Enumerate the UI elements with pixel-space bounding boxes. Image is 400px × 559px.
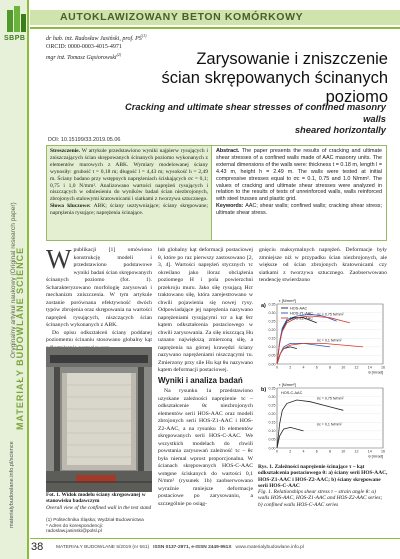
y-tick-label: 0.00: [268, 362, 276, 367]
y-tick-label: 0.30: [268, 310, 276, 315]
header-line: [30, 27, 400, 29]
orcid: ORCID: 0000-0003-4015-4971: [46, 43, 122, 50]
side-label-orig: Oryginalny artykuł naukowy (Original research paper): [10, 202, 17, 358]
sidebar-divider: [27, 0, 29, 559]
series-label: HOS-C-AAC: [281, 391, 303, 395]
y-tick-label: 0.00: [268, 446, 276, 451]
chart-panel-b: [259, 380, 389, 460]
legend-label: HOS-Z1-AAC: [290, 311, 313, 316]
abstract-polish: Streszczenie. W artykule przedstawiono wyniki najpierw rysujących i zniszczających ścian skrępowanych ścinanych poziomo wykonanych z elementów murowych z ABK. Wymiary modelowanej ściany wynosiły: grubość t = 0,18 m; długość l = 4,43 m; wysokość h = 2,49 m. Ściany badano przy wstępnych naprężeniach ściskających σc = 0,1; 0,75 i 1,0 N/mm². Analizowano wartości naprężeń rysujących i niszczących w odniesieniu do wyników badań ścian niezbrojonych, zbrojonych stalowymi kratownicami i siatkami z tworzywa sztucznego. Słowa kluczowe: ABK; ściany usztywniające; ściany skrępowane; naprężenia rysujące; naprężenia ścinające.: [46, 145, 212, 241]
y-tick-label: 0.35: [268, 302, 276, 307]
section-heading: Wyniki i analiza badań: [158, 376, 243, 385]
x-tick-label: 12: [354, 449, 359, 454]
panel-label: a): [261, 303, 266, 309]
chart-panel-a: [259, 296, 389, 376]
y-tick-label: 0.20: [268, 328, 276, 333]
x-tick-label: 14: [367, 449, 372, 454]
y-tick-label: 0.15: [268, 336, 276, 341]
x-tick-label: 6: [315, 449, 318, 454]
x-tick-label: 4: [302, 365, 305, 370]
body-column-2: lub globalny kąt deformacji postaciowej θ, które po raz pierwszy zastosowano [2, 3, 4]. Wartości naprężeń stycznych τc określano jako iloraz obciążenia poziomego H i pola powierzchni przekroju muru. Jako siłę rysującą Hcr traktowano siłę, która zarejestrowano w chwili pojawienia się nowej rysy. Odpowiadające jej naprężenia nazywano naprężeniami rysującymi τcr a kąt θcr kątem odkształcenia postaciowego w chwili zarysowania. Za siłę niszczącą Hu uznano największą zmierzoną siłę, a naprężenia na górnej krawędzi ściany nazywano naprężeniami niszczącymi τu. Zmierzony przy sile Hu kąt θu nazywano kątem deformacji postaciowej.: [158, 247, 253, 373]
y-axis-label: τ [N/mm²]: [279, 298, 296, 303]
x-tick-label: 0: [276, 365, 278, 370]
x-tick-label: 16: [381, 365, 385, 370]
x-tick-label: 8: [329, 449, 331, 454]
side-label-url: materialybudowlane.info.pl/science: [9, 441, 15, 528]
x-tick-label: 16: [381, 449, 385, 454]
header-title: AUTOKLAWIZOWANY BETON KOMÓRKOWY: [60, 11, 304, 23]
journal-logo-icon: [4, 4, 28, 38]
title-polish: Zarysowanie i zniszczenie ścian skrępowanych ścinanych poziomo: [161, 50, 388, 106]
body-column-3: gnięciu maksymalnych naprężeń. Deformacje były zmniejsze niż w przypadku ścian niezbrojonych, ale większe od ścian zbrojonych kratownicami czy siatkami z tworzywa sztucznego. Zaobserwowano tendencję stwierdzono: [259, 247, 387, 283]
y-tick-label: 0.05: [268, 437, 276, 442]
body-column-2-part-2: Na rysunku 1a przedstawiono uzyskane zależności naprężenie τc – odkształcenie θc niezbrojonych elementów serii HOS-AAC oraz modeli zbrojonych serii HOS-Z1-AAC i HOS-Z2-AAC, a na rysunku 1b elementów skrępowanych serii HOS-C-AAC. We wszystkich modelach do chwili powstania zarysowań zależność τc – θc była niemal wprost proporcjonalna. W ścianach skrępowanych HOS-C-AAC wstępne ściskanych do wartości 0,1 N/mm² (rysunek 1b) zaobserwowano wyraźnie mniejsze deformacje postaciowe po zarysowaniu, a szczególnie po osiąg-: [158, 388, 253, 507]
x-tick-label: 6: [315, 365, 318, 370]
y-tick-label: 0.15: [268, 420, 276, 425]
annotation: σc = 0,75 N/mm²: [316, 396, 344, 401]
x-tick-label: 8: [329, 365, 331, 370]
y-tick-label: 0.25: [268, 319, 276, 324]
side-label-journal: MATERIAŁY BUDOWLANE SCIENCE: [15, 246, 25, 430]
x-tick-label: 10: [341, 449, 346, 454]
y-tick-label: 0.10: [268, 429, 276, 434]
annotation: σc = 0,1 N/mm²: [316, 338, 342, 343]
y-tick-label: 0.25: [268, 403, 276, 408]
y-tick-label: 0.05: [268, 353, 276, 358]
x-tick-label: 12: [354, 365, 359, 370]
panel-label: b): [261, 387, 267, 393]
body-column-1: Wpublikacji [1] omówiono konstrukcję modeli i przedstawiono podstawowe wyniki badań ścian skrępowanych ścinanych poziomo (fot. 1). Scharakteryzowano morfologię zarysowań i mechanizm zniszczenia. W tym artykule zostanie porównana efektywność dwóch typów zbrojenia oraz skrępowania na wartości naprężeń rysujących, niszczących ścian ścinanych wykonanych z ABK. Do opisu odkształceń ściany poddanej poziomemu ścinaniu stosowano globalny kąt: [46, 244, 152, 343]
dropcap: W: [46, 244, 72, 274]
x-tick-label: 10: [341, 365, 346, 370]
title-english: Cracking and ultimate shear stresses of confined masonry walls sheared horizontally: [124, 101, 386, 135]
y-tick-label: 0.20: [268, 412, 276, 417]
annotation: σc = 0,1 N/mm²: [316, 422, 342, 427]
annotation: σc = 0,75 N/mm²: [316, 312, 344, 317]
page-number: 38: [31, 541, 44, 553]
legend-label: HOS-Z2-AAC: [290, 316, 313, 321]
footer-line: [30, 538, 400, 539]
x-axis-label: θ [mrad]: [368, 369, 383, 375]
author-1: dr hab. inż. Radosław Jasiński, prof. PŚ$^{(1)}$: [46, 33, 147, 42]
author-2: mgr inż. Tomasz Gąsiorowski$^{(2)}$: [46, 52, 122, 62]
y-tick-label: 0.30: [268, 394, 276, 399]
doi: DOI: 10.15199/33.2019.05.06: [48, 137, 121, 143]
abstract-english: Abstract. The paper presents the results of cracking and ultimate shear stresses of a confined walls made of AAC masonry units. The external dimensions of the walls were: thickness t = 0.18 m, length l = 4.43 m, height h = 2.49 m. The walls were tested at initial compressive stresses equal to σc = 0.1, 0.75 and 1.0 N/mm². The values of cracking and ultimate shear stresses were analyzed in relation to the results of tests of unreinforced walls, walls reinforced with steel trusses and plastic grid. Keywords: AAC; shear walls; confined walls; cracking shear stress; ultimate shear stress.: [212, 145, 387, 241]
x-tick-label: 14: [367, 365, 372, 370]
legend-label: HOS-AAC: [290, 306, 308, 311]
figure-caption: Rys. 1. Zależności naprężenie ścinające τ – kąt odkształcenia postaciowego θ: a) ściany serii HOS-AAC, HOS-Z1-AAC i HOS-Z2-AAC; b) ściany skrępowane serii HOS-C-AAC Fig. 1. Relationships shear stress τ – strain angle θ: a) walls HOS-AAC, HOS-Z1-AAC and HOS-Z2-AAC series; b) confined walls HOS-C-AAC series: [258, 464, 388, 508]
x-tick-label: 4: [302, 449, 305, 454]
logo-text: SBPB: [4, 35, 26, 42]
y-tick-label: 0.35: [268, 386, 276, 391]
photo-caption: Fot. 1. Widok modelu ściany skrępowanej w stanowisku badawczym Overall view of the confined wall in the test stand: [46, 492, 152, 511]
affiliations: (1) Politechnika Śląska; Wydział Budownictwa * Adres do korespondencji: radoslaw.jasinski@polsl.pl: [46, 518, 144, 535]
authors-block: [46, 32, 146, 63]
footer-text: MATERIAŁY BUDOWLANE 5/2019 (nr 561) ISSN 0137-2971, e-ISSN 2449-951X www.materialybudowlane.info.pl: [56, 545, 304, 550]
x-axis-label: θ [mrad]: [368, 453, 383, 459]
y-tick-label: 0.10: [268, 345, 276, 350]
x-tick-label: 0: [276, 449, 278, 454]
x-tick-label: 2: [289, 449, 292, 454]
x-tick-label: 2: [289, 365, 292, 370]
test-stand-image: [46, 347, 152, 492]
y-axis-label: τ [N/mm²]: [279, 382, 296, 387]
photo-test-stand: [46, 347, 152, 492]
